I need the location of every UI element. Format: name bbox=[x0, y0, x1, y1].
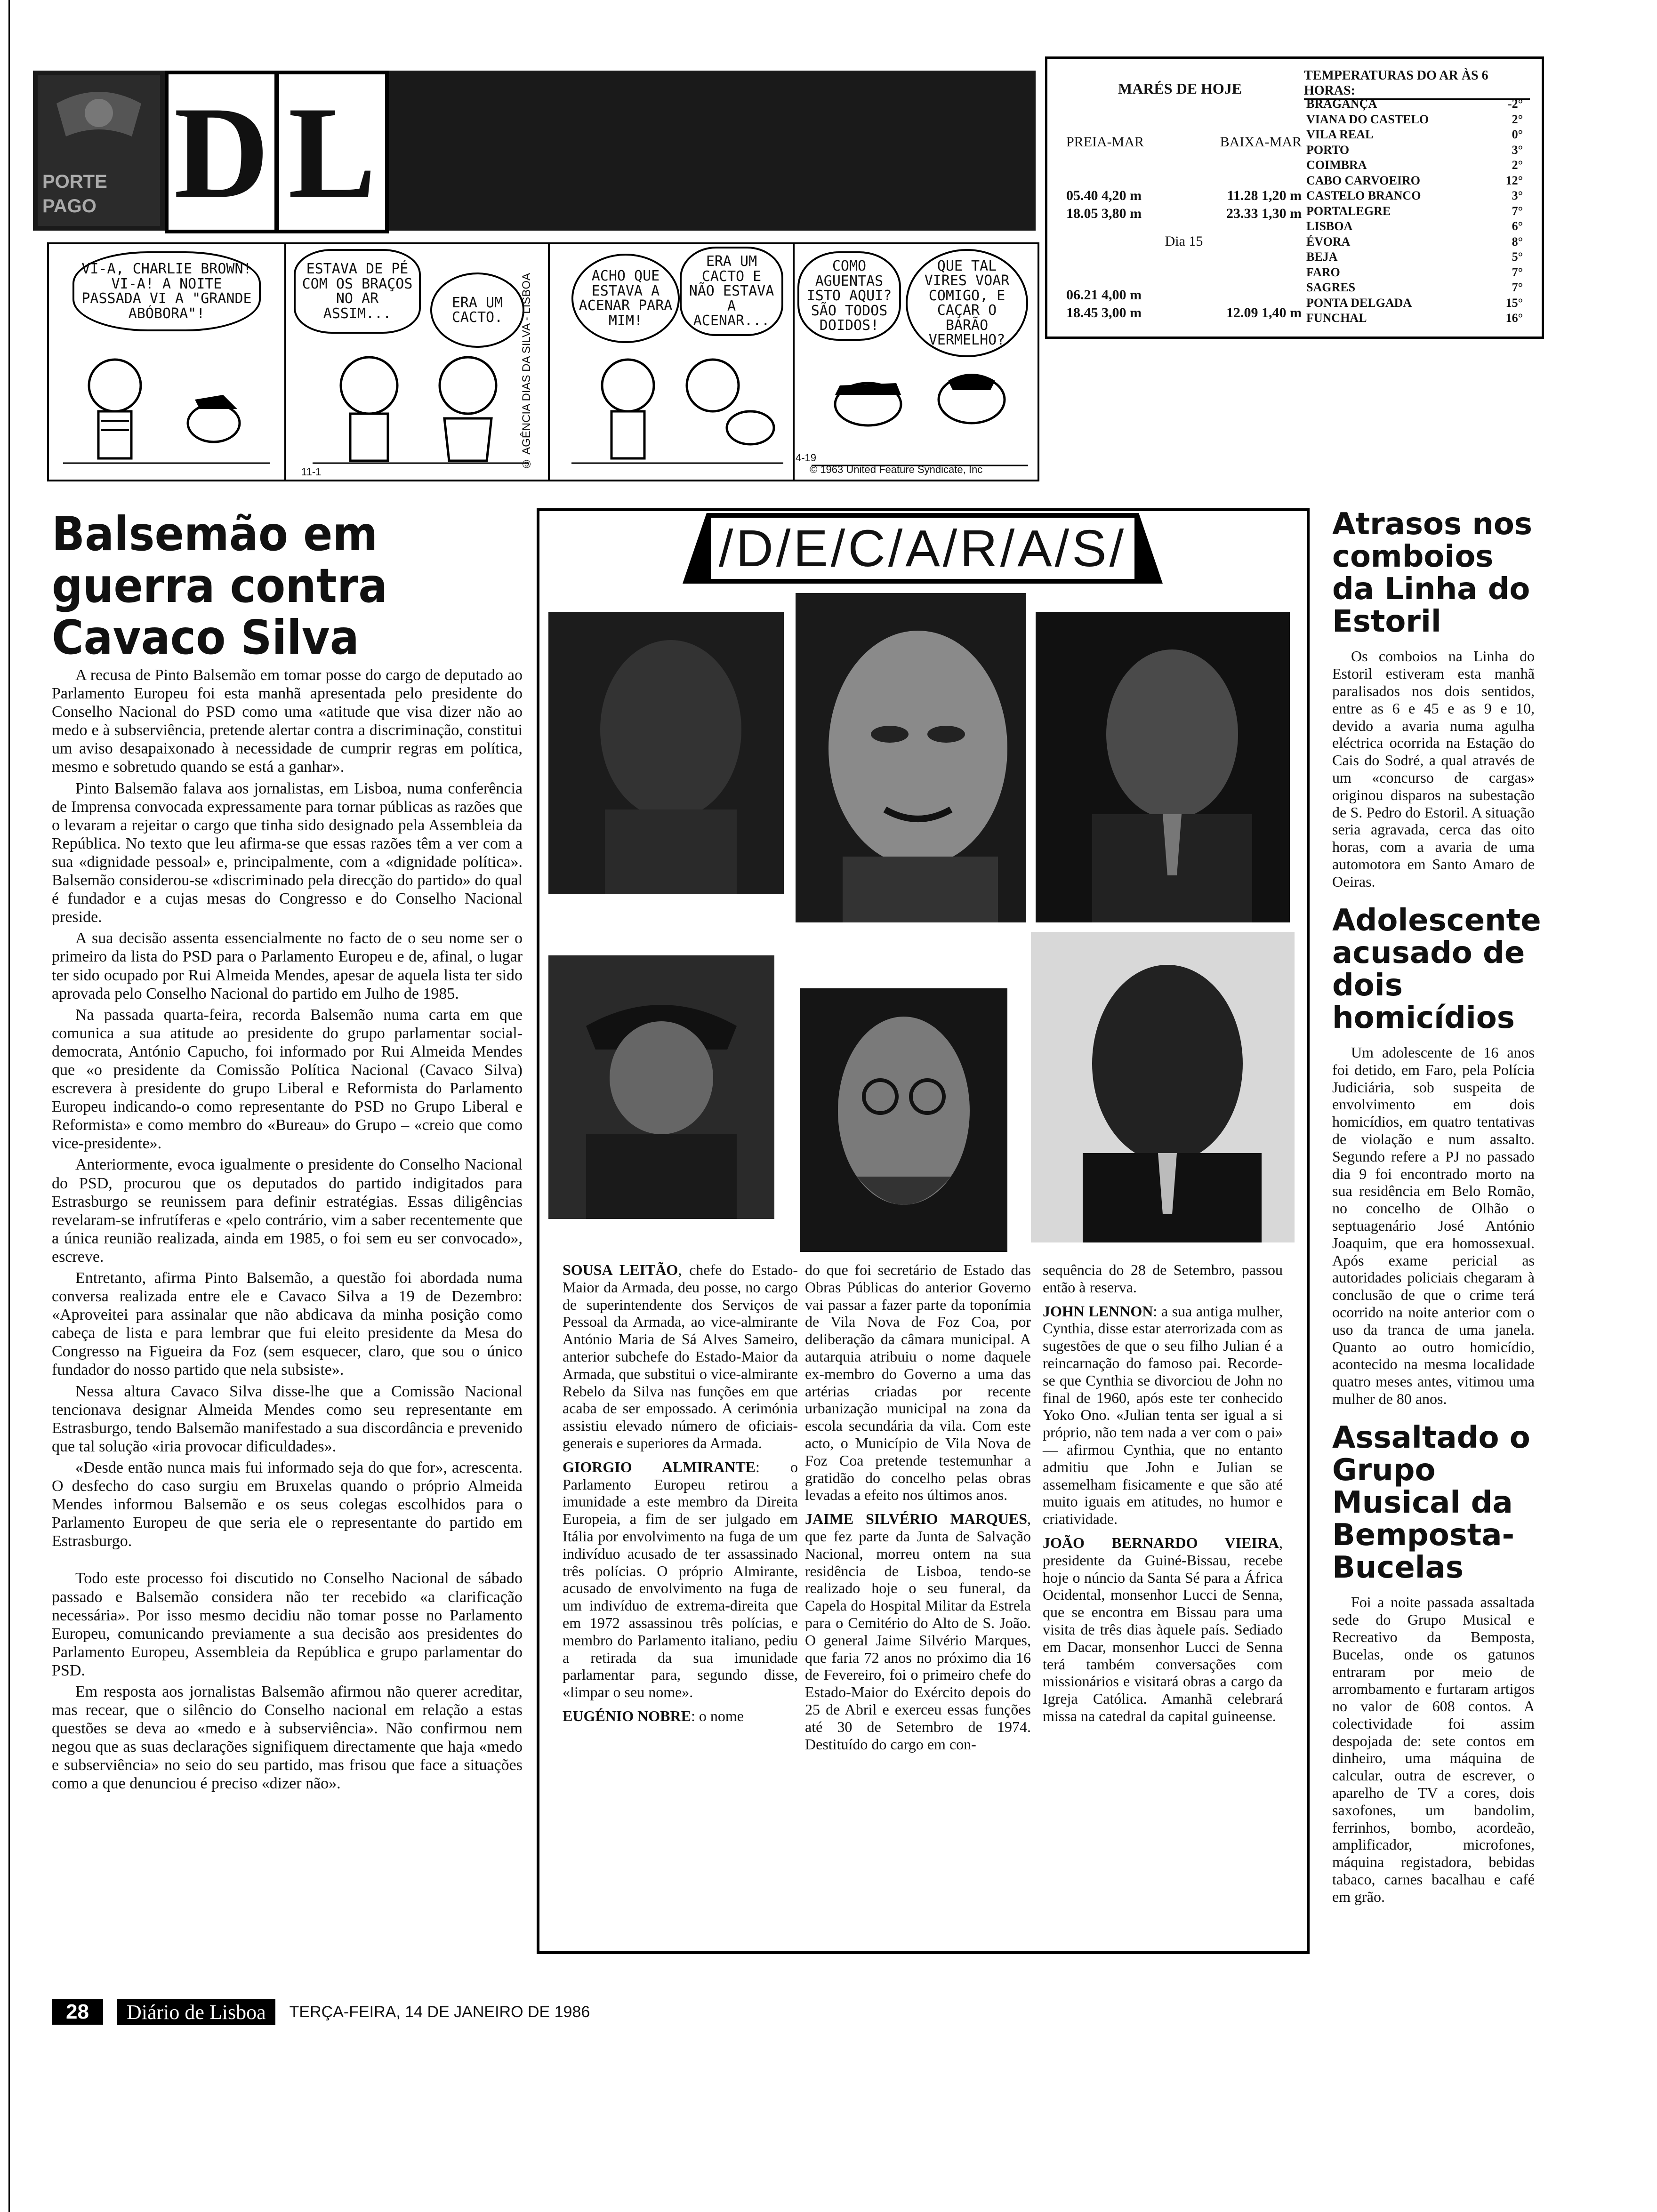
porte-label: PORTE bbox=[42, 171, 107, 192]
portrait-silverio-marques-icon bbox=[548, 955, 774, 1219]
main-article-body bbox=[52, 666, 523, 1796]
city-name: VIANA DO CASTELO bbox=[1306, 112, 1429, 126]
high-tide-label: PREIA-MAR bbox=[1066, 134, 1144, 150]
brief-body: Foi a noite passada assaltada sede do Grupo Musical e Recreativo da Bemposta, Bucelas, onde os gatunos entraram por meio de arrombamento e furtaram artigos no valor de 608 contos. A colectividade foi assim despojada de: sete contos em dinheiro, uma máquina de calcular, outra de escrever, o aparelho de TV a cores, dois saxofones, um bandolim, ferrinhos, bombo, acordeão, amplificador, microfones, máquina registadora, bebidas tabaco, carnes bacalhau e café em grão. bbox=[1332, 1594, 1535, 1905]
brief-item bbox=[1043, 1303, 1283, 1528]
temperature-row bbox=[1306, 143, 1523, 158]
brief-headline: Atrasos nos comboios da Linha do Estoril bbox=[1332, 507, 1532, 640]
city-name: FUNCHAL bbox=[1306, 311, 1367, 325]
temperature-value: 5° bbox=[1512, 250, 1523, 264]
city-name: PORTO bbox=[1306, 143, 1350, 157]
city-name: VILA REAL bbox=[1306, 128, 1374, 141]
logo-letter-l: L bbox=[288, 79, 376, 225]
article-paragraph: Nessa altura Cavaco Silva disse-lhe que a Comissão Nacional tencionava designar Almeida Mendes como seu representante em Estrasburgo, tendo Balsemão manifestado a sua discordância e prevenido que tal solução «iria provocar dificuldades». bbox=[52, 1382, 523, 1455]
brief-item bbox=[805, 1261, 1031, 1504]
temperature-row bbox=[1306, 249, 1523, 265]
tide-row: 18.05 3,80 m 23.33 1,30 m bbox=[1066, 206, 1302, 221]
temperature-row bbox=[1306, 204, 1523, 219]
charlie-brown-drawing bbox=[313, 343, 529, 475]
comic-panel-2 bbox=[284, 244, 550, 480]
crest-logo bbox=[38, 75, 160, 226]
comic-panel-id: 11-1 bbox=[301, 466, 322, 478]
brief-headline: Adolescente acusado de dois homicídios bbox=[1332, 903, 1541, 1035]
temperature-value: 0° bbox=[1512, 128, 1523, 141]
page-footer bbox=[52, 1998, 758, 2026]
city-name: FARO bbox=[1306, 265, 1340, 279]
article-paragraph: Em resposta aos jornalistas Balsemão afirmou não querer acreditar, mas recear, que o silêncio do Conselho nacional em relação a estas questões se deva ao «medo e à subserviência». Não confirmou nem negou que as suas declarações signifiquem directamente que haja «medo e subserviência» no seio do seu partido, mas frisou que face a situações como a que denunciou é preciso «dizer não». bbox=[52, 1683, 523, 1793]
city-name: BEJA bbox=[1306, 250, 1338, 264]
temperature-value: 3° bbox=[1512, 143, 1523, 157]
brief-body: Os comboios na Linha do Estoril estiveram esta manhã paralisados nos dois sentidos, entre as 6 e 45 e as 9 e 10, devido a avaria numa agulha eléctrica ocorrida na Estação do Cais do Sodré, a qual através de um «concurso de cargas» originou disparos na subestação de S. Pedro do Estoril. A situação seria agravada, cerca das oito horas, com a avaria de uma automotora em Santo Amaro de Oeiras. bbox=[1332, 648, 1535, 890]
city-name: COIMBRA bbox=[1306, 158, 1367, 172]
city-name: CABO CARVOEIRO bbox=[1306, 173, 1420, 187]
portrait-photo bbox=[1036, 612, 1290, 922]
linus-snoopy-drawing bbox=[63, 343, 270, 475]
de-caras-title: /D/E/C/A/R/A/S/ bbox=[711, 518, 1134, 579]
publication-date: TERÇA-FEIRA, 14 DE JANEIRO DE 1986 bbox=[289, 2003, 590, 2021]
temperature-value: 7° bbox=[1512, 265, 1523, 279]
brief-name: JOÃO BERNARDO VIEIRA bbox=[1043, 1534, 1279, 1551]
temperature-value: 3° bbox=[1512, 189, 1523, 202]
brief-item bbox=[563, 1459, 798, 1701]
temperature-row bbox=[1306, 173, 1523, 189]
linus-charlie-drawing bbox=[571, 348, 783, 475]
brief-name: JOHN LENNON bbox=[1043, 1302, 1153, 1320]
article-paragraph: Entretanto, afirma Pinto Balsemão, a questão foi abordada numa conversa realizada entre ele e Cavaco Silva a 19 de Dezembro: «Aproveitei para assinalar que não abdicava da minha posição como cabeça de lista e para lembrar que fui eleito presidente da Mesa do Congresso na Figueira da Foz (sem esquecer, claro, que sou o único fundador do nosso partido que nela subsiste». bbox=[52, 1269, 523, 1379]
temperature-row bbox=[1306, 127, 1523, 143]
article-paragraph: Todo este processo foi discutido no Conselho Nacional de sábado passado e Balsemão considera não ter recebido «a clarificação necessária». Por isso mesmo decidiu não tomar posse no Parlamento Europeu, comunicando previamente a sua decisão aos presidentes do Parlamento Europeu, Assembleia da República e grupo parlamentar do PSD. bbox=[52, 1570, 523, 1679]
comic-panel-id: 4-19 bbox=[796, 452, 817, 464]
temperature-value: -2° bbox=[1507, 97, 1523, 111]
tide-row: 18.45 3,00 m 12.09 1,40 m bbox=[1066, 305, 1302, 321]
brief-item bbox=[1043, 1534, 1283, 1725]
dl-logo bbox=[165, 71, 389, 233]
brief-item bbox=[563, 1261, 798, 1452]
brief-item bbox=[805, 1510, 1031, 1753]
left-edge-line bbox=[8, 0, 10, 2212]
main-headline: Balsemão em guerra contra Cavaco Silva bbox=[52, 506, 388, 665]
article-paragraph: Pinto Balsemão falava aos jornalistas, em Lisboa, numa conferência de Imprensa convocada expressamente para tornar públicas as razões que o levaram a rejeitar o cargo que tinha sido designado pela Assembleia da República. No texto que leu afirma-se que essas razões têm a ver com a sua «dignidade pessoal» e, principalmente, com a «dignidade política». Balsemão considerou-se «discriminado pela direcção do partido» do qual é fundador e a cujas mesas do Congresso e do Conselho Nacional preside. bbox=[52, 779, 523, 926]
article-paragraph: Na passada quarta-feira, recorda Balsemão numa carta em que comunica a sua atitude ao presidente do grupo parlamentar social-democrata, António Capucho, foi informado por Rui Almeida Mendes que «o presidente da Comissão Política Nacional (Cavaco Silva) escrevera à presidente do grupo Liberal e Reformista do Parlamento Europeu indicando-o como representante do PSD no Grupo Liberal e Reformista» e como membro do «Bureau» do Grupo – «creio que como vice-presidente». bbox=[52, 1006, 523, 1153]
brief-text: sequência do 28 de Setembro, passou então à reserva. bbox=[1043, 1261, 1283, 1296]
portrait-photo bbox=[548, 612, 784, 894]
portrait-photo bbox=[796, 593, 1026, 922]
brief-name: GIORGIO ALMIRANTE bbox=[563, 1458, 756, 1475]
de-caras-column-1 bbox=[563, 1261, 798, 1731]
brief-text: : o nome bbox=[691, 1707, 744, 1724]
speech-bubble: VI-A, CHARLIE BROWN! VI-A! A NOITE PASSADA VI A "GRANDE ABÓBORA"! bbox=[72, 251, 261, 331]
page-number: 28 bbox=[52, 1999, 103, 2025]
portrait-john-lennon-icon bbox=[800, 988, 1007, 1252]
snoopy-pilot-drawing bbox=[812, 357, 1028, 475]
temperature-row bbox=[1306, 219, 1523, 234]
brief-text: : a sua antiga mulher, Cynthia, disse estar aterrorizada com as sugestões de que o seu filho Julian é a reincarnação do famoso pai. Recorde-se que Cynthia se divorciou de John no final de 1960, após este ter conhecido Yoko Ono. «Julian tenta ser igual a si próprio, não tem nada a ver com o pai» — afirmou Cynthia, que no entanto admitiu que John e Julian se assemelham fisicamente e que são até muito iguais em atitudes, no humor e criatividade. bbox=[1043, 1302, 1283, 1528]
tides-table bbox=[1066, 134, 1302, 323]
temperature-value: 6° bbox=[1512, 219, 1523, 233]
portrait-photo bbox=[1031, 932, 1295, 1242]
temperature-row bbox=[1306, 96, 1523, 112]
de-caras-column-3 bbox=[1043, 1261, 1283, 1731]
speech-bubble: COMO AGUENTAS ISTO AQUI? SÃO TODOS DOIDOS! bbox=[797, 251, 901, 341]
de-caras-column-2 bbox=[805, 1261, 1031, 1759]
temperatures-list bbox=[1306, 96, 1523, 326]
temperature-value: 12° bbox=[1505, 173, 1523, 187]
temperature-value: 7° bbox=[1512, 281, 1523, 294]
comic-panel-1 bbox=[49, 244, 286, 480]
tides-day-label: Dia 15 bbox=[1165, 233, 1203, 249]
temperature-value: 15° bbox=[1505, 296, 1523, 310]
temperature-row bbox=[1306, 280, 1523, 296]
low-tide-label: BAIXA-MAR bbox=[1220, 134, 1302, 150]
tide-row: 06.21 4,00 m bbox=[1066, 287, 1142, 303]
temperature-row bbox=[1306, 158, 1523, 173]
portrait-photo bbox=[548, 955, 774, 1219]
city-name: PORTALEGRE bbox=[1306, 204, 1391, 218]
brief-item bbox=[563, 1707, 798, 1725]
speech-bubble: ESTAVA DE PÉ COM OS BRAÇOS NO AR ASSIM... bbox=[294, 249, 421, 334]
brief-headline: Assaltado o Grupo Musical da Bemposta-Bucelas bbox=[1332, 1420, 1530, 1586]
speech-bubble: ERA UM CACTO E NÃO ESTAVA A ACENAR... bbox=[680, 247, 783, 336]
article-paragraph: A sua decisão assenta essencialmente no facto de o seu nome ser o primeiro da lista do PSD para o Parlamento Europeu e de, afinal, o lugar ter sido ocupado por Rui Almeida Mendes, apesar de aquela lista ter sido aprovada pelo Conselho Nacional do partido em Julho de 1985. bbox=[52, 930, 523, 1002]
temperature-value: 2° bbox=[1512, 112, 1523, 126]
brief-name: EUGÉNIO NOBRE bbox=[563, 1707, 691, 1724]
city-name: ÉVORA bbox=[1306, 234, 1351, 248]
portrait-eugenio-nobre-icon bbox=[1036, 612, 1290, 922]
temperature-value: 2° bbox=[1512, 158, 1523, 172]
temperature-row bbox=[1306, 296, 1523, 311]
temperature-row bbox=[1306, 188, 1523, 204]
brief-body: Um adolescente de 16 anos foi detido, em Faro, pela Polícia Judiciária, sob suspeita de envolvimento em dois homicídios, em quatro tentativas de violação e num assalto. Segundo refere a PJ no passado dia 9 foi encontrado morto na sua residência em Belo Romão, no concelho de Olhão o septuagenário José António Joaquim, que era homossexual. Após exame pericial as autoridades policiais chegaram à conclusão de que o crime terá ocorrido na noite anterior com o uso da tranca de uma janela. Quanto ao outro homicídio, acontecido na mesma localidade quatro meses antes, vitimou uma mulher de 80 anos. bbox=[1332, 1044, 1535, 1407]
article-paragraph: «Desde então nunca mais fui informado seja do que for», acrescenta. O desfecho do caso surgiu em Bruxelas quando o próprio Almeida Mendes informou Balsemão e os seus colegas escolhidos para o Parlamento Europeu de que seria ele o representante do partido em Estrasburgo. bbox=[52, 1459, 523, 1550]
city-name: BRAGANÇA bbox=[1306, 97, 1377, 111]
temperature-row bbox=[1306, 265, 1523, 281]
brief-text: , que fez parte da Junta de Salvação Nacional, morreu ontem na sua residência de Lisboa, tendo-se realizado hoje o seu funeral, da Capela do Hospital Militar da Estrela para o Cemitério do Alto de S. João. O general Jaime Silvério Marques, que faria 72 anos no próximo dia 16 de Fevereiro, foi o primeiro chefe do Estado-Maior do Exército depois do 25 de Abril e exerceu essas funções até 30 de Setembro de 1974. Destituído do cargo em con- bbox=[805, 1510, 1031, 1753]
newspaper-name: Diário de Lisboa bbox=[117, 1999, 275, 2025]
city-name: LISBOA bbox=[1306, 219, 1353, 233]
temperatures-title: TEMPERATURAS DO AR ÀS 6 HORAS: bbox=[1304, 68, 1530, 100]
temperature-row bbox=[1306, 311, 1523, 326]
tides-header bbox=[1066, 134, 1302, 150]
temperature-value: 8° bbox=[1512, 234, 1523, 248]
comic-panel-4 bbox=[793, 244, 1038, 480]
weather-box bbox=[1045, 56, 1544, 339]
temperature-value: 16° bbox=[1505, 311, 1523, 325]
article-paragraph: Anteriormente, evoca igualmente o presidente do Conselho Nacional do PSD, procurou que os deputados do partido indigitados para Estrasburgo se reunissem para definir estratégias. Essas diligências revelaram-se infrutíferas e «pelo contrário, vim a saber recentemente que a única reunião realizada, ainda em 1985, o foi sem eu ser convocado», escreve. bbox=[52, 1156, 523, 1266]
brief-name: SOUSA LEITÃO bbox=[563, 1261, 678, 1278]
comic-syndicate-credit: © 1963 United Feature Syndicate, Inc bbox=[810, 464, 983, 475]
brief-name: JAIME SILVÉRIO MARQUES bbox=[805, 1510, 1027, 1528]
pago-label: PAGO bbox=[42, 196, 97, 216]
speech-bubble: ACHO QUE ESTAVA A ACENAR PARA MIM! bbox=[571, 254, 680, 343]
article-paragraph: A recusa de Pinto Balsemão em tomar posse do cargo de deputado ao Parlamento Europeu foi esta manhã apresentada pelo presidente do Conselho Nacional do PSD como uma «atitude que visa dizer não ao medo e à subserviência, pretende alertar contra a discriminação, constitui um aviso desapaixonado à necessidade de cumprir regras em política, mesmo e sobretudo quando se está a ganhar». bbox=[52, 666, 523, 776]
portrait-sousa-leitao-icon bbox=[548, 612, 784, 894]
comic-panel-3 bbox=[548, 244, 795, 480]
brief-text: : o Parlamento Europeu retirou a imunidade a este membro da Direita Europeia, a fim de ser julgado em Itália por envolvimento na fuga de um indivíduo acusado de ter assassinado três polícias. O próprio Almirante, acusado de envolvimento na fuga de um indivíduo de extrema-direita que em 1972 assassinou três polícias, e membro do Parlamento italiano, pediu a retirada da sua imunidade parlamentar para, segundo disse, «limpar o seu nome». bbox=[563, 1458, 798, 1701]
comic-agency-credit: © AGÊNCIA DIAS DA SILVA - LISBOA bbox=[520, 273, 533, 470]
right-column bbox=[1332, 507, 1541, 1920]
tides-title: MARÉS DE HOJE bbox=[1118, 80, 1242, 97]
city-name: PONTA DELGADA bbox=[1306, 296, 1412, 310]
tide-row: 05.40 4,20 m 11.28 1,20 m bbox=[1066, 188, 1302, 203]
portrait-joao-bernardo-vieira-icon bbox=[1031, 932, 1295, 1242]
speech-bubble: QUE TAL VIRES VOAR COMIGO, E CAÇAR O BARÃO VERMELHO? bbox=[906, 249, 1028, 357]
logo-letter-d: D bbox=[169, 74, 279, 230]
portrait-photo bbox=[800, 988, 1007, 1252]
brief-text: , presidente da Guiné-Bissau, recebe hoje o núncio da Santa Sé para a África Ocidental, monsenhor Lucci de Senna, que se encontra em Bissau para uma visita de três dias àquele país. Sediado em Dacar, monsenhor Lucci de Senna terá também conversações com missionários e visitará obras a cargo da Igreja Católica. Amanhã celebrará missa na catedral da capital guineense. bbox=[1043, 1534, 1283, 1724]
brief-text: do que foi secretário de Estado das Obras Públicas do anterior Governo vai passar a fazer parte da toponímia de Vila Nova de Foz Coa, por deliberação da câmara municipal. A autarquia atribuiu o nome daquele ex-membro do Governo a uma das artérias criadas por recente urbanização municipal na zona da escola secundária da vila. Com este acto, o Município de Vila Nova de Foz Coa pretende testemunhar a gratidão do concelho pelas obras levadas a efeito nos últimos anos. bbox=[805, 1261, 1031, 1504]
city-name: CASTELO BRANCO bbox=[1306, 189, 1421, 202]
brief-item bbox=[1043, 1261, 1283, 1296]
city-name: SAGRES bbox=[1306, 281, 1356, 294]
brief-text: , chefe do Estado-Maior da Armada, deu posse, no cargo de superintendente dos Serviços de Pessoal da Armada, ao vice-almirante António Maria de Sá Alves Sameiro, anterior subchefe do Estado-Maior da Armada, que substitui o vice-almirante Rebelo da Silva nas funções em que acaba de ser empossado. A cerimónia assistiu elevado número de oficiais-generais e superiores da Armada. bbox=[563, 1261, 798, 1451]
temperature-row bbox=[1306, 112, 1523, 128]
comic-strip bbox=[47, 242, 1039, 481]
speech-bubble: ERA UM CACTO. bbox=[430, 272, 524, 348]
portrait-almirante-icon bbox=[796, 593, 1026, 922]
temperature-value: 7° bbox=[1512, 204, 1523, 218]
temperature-row bbox=[1306, 234, 1523, 250]
